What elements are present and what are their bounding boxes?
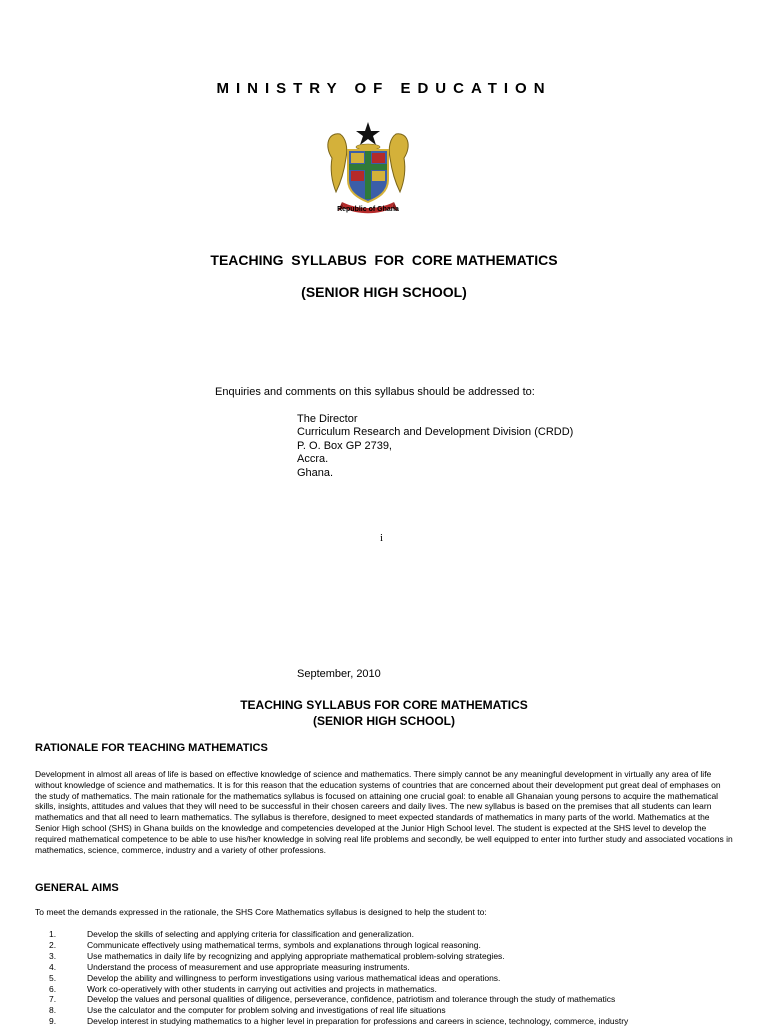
list-item-text: Develop the values and personal qualities of diligence, perseverance, confidence, patriotism and tolerance through the study of mathematics	[87, 994, 616, 1005]
list-item-text: Use mathematics in daily life by recognizing and applying appropriate mathematical problem-solving strategies.	[87, 950, 505, 961]
ghana-coat-of-arms-icon	[318, 118, 418, 218]
address-line: Accra.	[297, 453, 329, 466]
list-item	[35, 940, 735, 951]
list-item	[35, 973, 735, 984]
list-item	[35, 929, 735, 940]
list-item-text: Develop interest in studying mathematics to a higher level in preparation for professions and careers in science, technology, commerce, industry	[87, 1016, 629, 1027]
publication-date: September, 2010	[297, 668, 381, 680]
list-item-text: Use the calculator and the computer for problem solving and investigations of real life situations	[87, 1005, 446, 1016]
list-item	[35, 962, 735, 973]
list-item-text: Work co-operatively with other students in carrying out activities and projects in mathematics.	[87, 983, 437, 994]
list-item-text: Develop the ability and willingness to perform investigations using various mathematical ideas and operations.	[87, 972, 501, 983]
ministry-title: MINISTRY OF EDUCATION	[216, 80, 552, 97]
list-item-number: 2.	[49, 939, 57, 950]
syllabus-subtitle: (SENIOR HIGH SCHOOL)	[301, 284, 467, 300]
enquiries-text: Enquiries and comments on this syllabus should be addressed to:	[215, 386, 535, 398]
list-item-number: 5.	[49, 972, 57, 983]
list-item-number: 4.	[49, 961, 57, 972]
list-item-number: 9.	[49, 1016, 57, 1027]
list-item-text: Communicate effectively using mathematical terms, symbols and explanations through logical reasoning.	[87, 939, 481, 950]
section-subtitle: (SENIOR HIGH SCHOOL)	[312, 714, 455, 728]
list-item-text: Develop the skills of selecting and applying criteria for classification and generalization.	[87, 929, 414, 939]
general-aims-intro: To meet the demands expressed in the rationale, the SHS Core Mathematics syllabus is designed to help the student to:	[35, 907, 487, 917]
list-item-number: 3.	[49, 950, 57, 961]
list-item-number: 8.	[49, 1005, 57, 1016]
contact-address	[297, 413, 573, 480]
list-item-number: 7.	[49, 994, 57, 1005]
syllabus-title: TEACHING SYLLABUS FOR CORE MATHEMATICS	[210, 252, 558, 268]
address-line: Curriculum Research and Development Division (CRDD)	[297, 426, 574, 439]
list-item-number: 1.	[49, 929, 57, 939]
address-line: Ghana.	[297, 466, 334, 479]
list-item	[35, 1016, 735, 1027]
list-item	[35, 951, 735, 962]
list-item	[35, 984, 735, 995]
section-title: TEACHING SYLLABUS FOR CORE MATHEMATICS	[240, 698, 528, 712]
list-item-number: 6.	[49, 983, 57, 994]
page-number: i	[380, 532, 384, 544]
address-line: P. O. Box GP 2739,	[297, 439, 392, 452]
address-line: The Director	[297, 413, 358, 425]
list-item	[35, 994, 735, 1005]
rationale-body: Development in almost all areas of life is based on effective knowledge of science and mathematics. There simply cannot be any meaningful development in virtually any area of life without knowledge of science and mathematics. It is for this reason that the education systems of countries that are concerned about their development put great deal of emphases on the study of mathematics. The main rationale for the mathematics syllabus is focused on attaining one crucial goal: to enable all Ghanaian young persons to acquire the mathematical skills, insights, attitudes and values that they will need to be successful in their chosen careers and daily lives. The new syllabus is based on the premises that all students can learn mathematics and that all need to learn mathematics. The syllabus is therefore, designed to meet expected standards of mathematics in many parts of the world. Mathematics at the Senior High school (SHS) in Ghana builds on the knowledge and competencies developed at the Junior High School level. The student is expected at the SHS level to develop the required mathematical competence to be able to use his/her knowledge in solving real life problems and secondly, be well equipped to enter into further study and associated vocations in mathematics, science, commerce, industry and a variety of other professions.	[35, 769, 733, 855]
general-aims-heading: GENERAL AIMS	[35, 882, 119, 894]
general-aims-list	[35, 929, 735, 1027]
list-item-text: Understand the process of measurement and use appropriate measuring instruments.	[87, 961, 410, 972]
crest-caption: Republic of Ghana	[337, 206, 399, 213]
list-item	[35, 1005, 735, 1016]
rationale-heading: RATIONALE FOR TEACHING MATHEMATICS	[35, 742, 268, 754]
